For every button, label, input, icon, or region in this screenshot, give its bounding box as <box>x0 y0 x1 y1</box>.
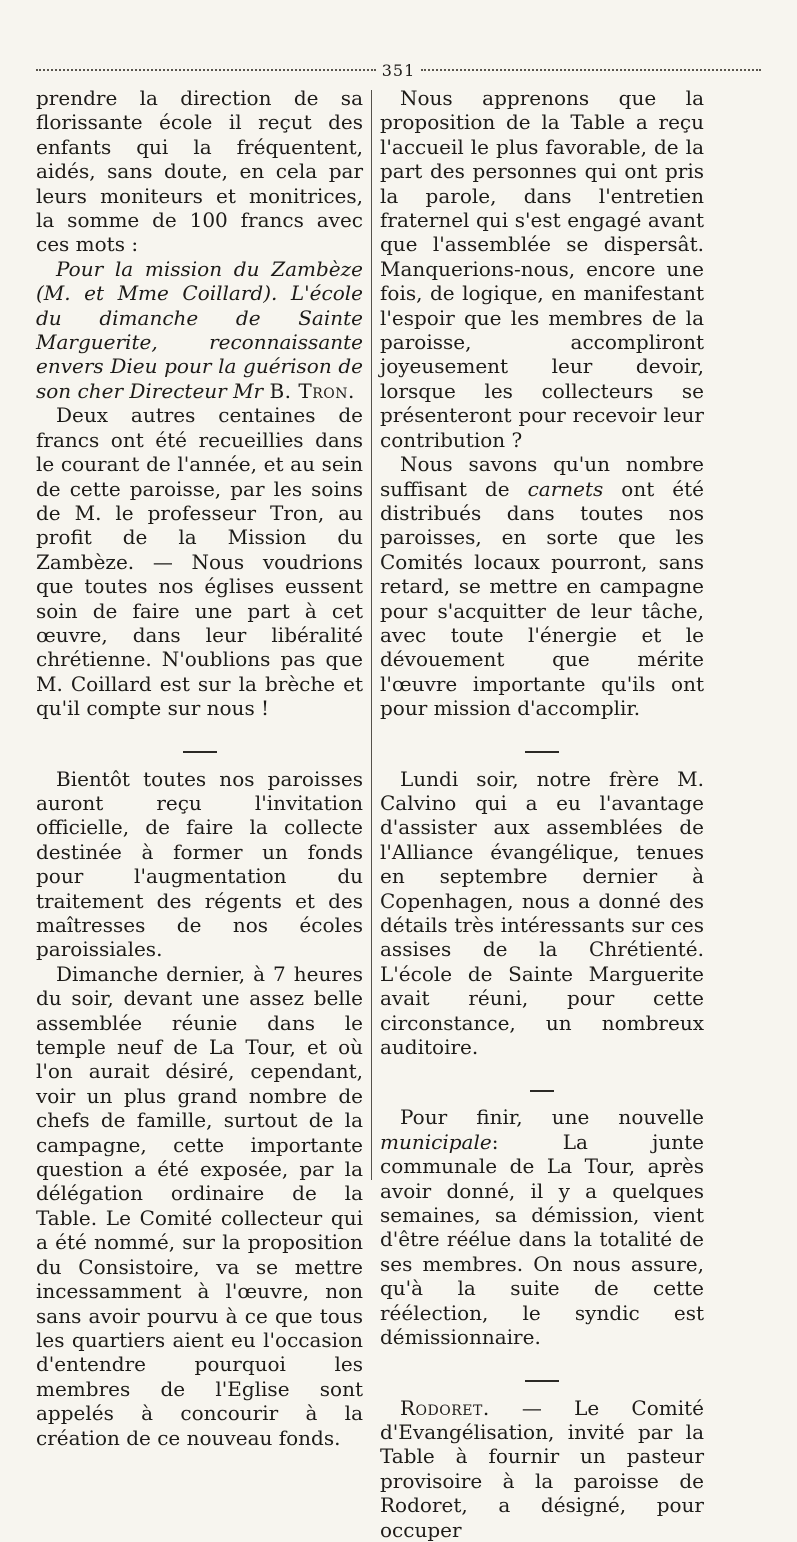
section-separator <box>380 1368 704 1378</box>
section-separator <box>36 739 363 749</box>
section-lead: Rodoret. <box>400 1395 490 1420</box>
paragraph: Lundi soir, notre frère M. Calvino qui a eu l'avantage d'assister aux assemblées de l'Alliance évangélique, tenues en septembre dernier à Copenhagen, nous a donné des détails très intéressants sur ces assises de la Chrétienté. L'école de Sainte Marguerite avait réuni, pour cette circonstance, un nombreux auditoire. <box>380 766 704 1060</box>
quote-name: B. Tron. <box>269 378 355 403</box>
quote-text: Pour la mission du Zambèze (M. et Mme Coillard). L'école du dimanche de Sainte Marguerite, reconnaissante envers Dieu pour la guérison de son cher Directeur Mr <box>36 256 363 403</box>
text-run: ont été distribués dans toutes nos paroisses, en sorte que les Comités locaux pourront, sans retard, se mettre en campagne pour s'acquitter de leur tâche, avec toute l'énergie et le dévouement que mérite l'œuvre importante qu'ils ont pour mission d'accomplir. <box>380 476 704 721</box>
italic-word: municipale <box>380 1129 492 1154</box>
paragraph: Bientôt toutes nos paroisses auront reçu l'invitation officielle, de faire la collecte destinée à former un fonds pour l'augmentation du traitement des régents et des maîtresses de nos écoles paroissiales. <box>36 766 363 962</box>
left-column <box>36 86 363 1450</box>
header-rule-left <box>36 69 376 71</box>
column-divider <box>371 90 372 1180</box>
text-run: : La junte communale de La Tour, après avoir donné, il y a quelques semaines, sa démission, vient d'être réélue dans la totalité de ses membres. On nous assure, qu'à la suite de cette réélection, le syndic est démissionnaire. <box>380 1129 704 1350</box>
section-separator <box>380 1077 704 1087</box>
page-number: 351 <box>381 60 416 80</box>
quoted-dedication <box>36 257 363 403</box>
paragraph: Nous apprenons que la proposition de la Table a reçu l'accueil le plus favorable, de la part des personnes qui ont pris la parole, dans l'entretien fraternel qui s'est engagé avant que l'assemblée se dispersât. Manquerions-nous, encore une fois, de logique, en manifestant l'espoir que les membres de la paroisse, accompliront joyeusement leur devoir, lorsque les collecteurs se présenteront pour recevoir leur contribution ? <box>380 86 704 452</box>
paragraph: Dimanche dernier, à 7 heures du soir, devant une assez belle assemblée réunie dans le temple neuf de La Tour, et où l'on aurait désiré, cependant, voir un plus grand nombre de chefs de famille, surtout de la campagne, cette importante question a été exposée, par la délégation ordinaire de la Table. Le Comité collecteur qui a été nommé, sur la proposition du Consistoire, va se mettre incessamment à l'œuvre, non sans avoir pourvu à ce que tous les quartiers aient eu l'occasion d'entendre pourquoi les membres de l'Eglise sont appelés à concourir à la création de ce nouveau fonds. <box>36 961 363 1450</box>
italic-word: carnets <box>527 476 604 501</box>
right-column <box>380 86 704 1542</box>
text-run: — Le Comité d'Evangélisation, invité par la Table à fournir un pasteur provisoire à la paroisse de Rodoret, a désigné, pour occuper <box>380 1395 704 1542</box>
text-run: Pour finir, une nouvelle <box>400 1105 704 1130</box>
paragraph <box>380 1396 704 1542</box>
paragraph <box>380 452 704 720</box>
section-separator <box>380 739 704 749</box>
paragraph <box>380 1105 704 1349</box>
text-run: Nous savons qu'un nombre suffisant de <box>380 452 704 501</box>
paragraph: Deux autres centaines de francs ont été recueillies dans le courant de l'année, et au sein de cette paroisse, par les soins de M. le professeur Tron, au profit de la Mission du Zambèze. — Nous voudrions que toutes nos églises eussent soin de faire une part à cet œuvre, dans leur libéralité chrétienne. N'oublions pas que M. Coillard est sur la brèche et qu'il compte sur nous ! <box>36 403 363 721</box>
header-rule-right <box>421 69 761 71</box>
page-header <box>36 58 761 82</box>
paragraph: prendre la direction de sa florissante école il reçut des enfants qui la fréquentent, aidés, sans doute, en cela par leurs moniteurs et monitrices, la somme de 100 francs avec ces mots : <box>36 86 363 257</box>
